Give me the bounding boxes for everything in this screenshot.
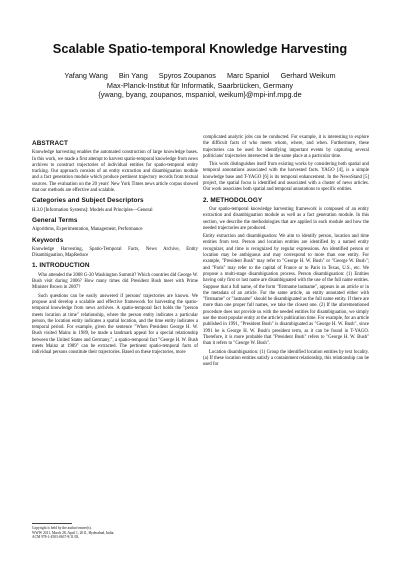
copyright-line: Copyright is held by the author/owner(s). xyxy=(32,526,92,530)
right-column xyxy=(203,135,369,370)
body-paragraph: complicated analytic jobs can be conducted. For example, it is interesting to explore the difficult facts of who meets whom, where, and when. Furthermore, these trajectories can be used for identifying important events by capturing several politicians' trajectories intersected in the same place at a particular time. xyxy=(203,135,369,159)
copyright-line: ACM 978-1-4503-0637-9/11/03. xyxy=(32,535,80,540)
author-name: Marc Spaniol xyxy=(226,71,270,80)
copyright-line: WWW 2011, March 28–April 1, 2011, Hyderabad, India. xyxy=(32,530,115,535)
copyright-notice xyxy=(32,523,198,540)
general-terms-text: Algorithms, Experimentation, Management, Performance xyxy=(32,227,143,233)
keywords-heading: Keywords xyxy=(32,236,64,244)
introduction-paragraph: Who attended the 2008 G-20 Washington Summit? Which countries did George W. Bush visit during 2006? How many times did President Bush meet with Prime Minister Brown in 2007? xyxy=(32,272,198,291)
categories-heading: Categories and Subject Descriptors xyxy=(32,197,144,205)
left-column xyxy=(32,137,198,359)
paper-title: Scalable Spatio-temporal Knowledge Harvesting xyxy=(52,41,348,56)
abstract-heading: ABSTRACT xyxy=(32,140,68,147)
keywords-text: Knowledge Harvesting, Spatio-Temporal Facts, News Archive, Entity Disambiguation, MapReduce xyxy=(32,246,198,259)
categories-text: H.3.0 [Information Systems]: Models and Principles—General xyxy=(32,207,153,213)
author-name: Bin Yang xyxy=(118,71,148,80)
author-name: Spyros Zoupanos xyxy=(158,71,216,80)
introduction-paragraph: Such questions can be easily answered if persons' trajectories are known. We propose and develop a scalable and effective framework for harvesting the spatio-temporal knowledge from news archives. A spatio-temporal fact holds the "person meets location at time" relationship, where the person entity indicates a particular person, the location entity indicates a spatial location, and the time entity indicates a temporal period. For example, given the sentence "When President George H. W. Bush visited Mainz in 1989, he made a landmark appeal for a special relationship between the United States and Germany.", a spatio-temporal fact "George H. W. Bush meets Mainz at 1989" can be extracted. The pertinent spatio-temporal facts of individual persons constitute their trajectories. Based on these trajectories, more xyxy=(32,293,198,356)
introduction-heading: 1. INTRODUCTION xyxy=(32,262,90,270)
author-name: Gerhard Weikum xyxy=(280,71,336,80)
methodology-paragraph: Our spatio-temporal knowledge harvesting framework is composed of an entity extraction and disambiguation module as well as a fact generation module. In this section, we describe the methodologies that are applied in each module and how the needed trajectories are produced. xyxy=(203,206,369,231)
affiliation-block xyxy=(0,81,400,99)
footnote-rule xyxy=(32,523,72,524)
author-name: Yafang Wang xyxy=(64,71,108,80)
body-paragraph: This work distinguishes itself from existing works by considering both spatial and temporal annotations associated with the harvested facts. YAGO [4], is a simple knowledge base and T-YAGO [6] is its temporal enhancement. In the NewsStand [5] project, the spatial focus is identified and associated with a cluster of news articles. Our work associates both spatial and temporal annotations to specific entities. xyxy=(203,162,369,193)
methodology-paragraph: Location disambiguation: (1) Group the identified location entities by text locality. (a) If these location entities satisfy a containment relationship, this relationship can be used for xyxy=(203,349,369,368)
affiliation: Max-Planck-Institut für Informatik, Saarbrücken, Germany xyxy=(106,81,294,90)
abstract-text: Knowledge harvesting enables the automated construction of large knowledge bases. In this work, we made a first attempt to harvest spatio-temporal knowledge from news archives to construct trajectories of individual entities for spatio-temporal entity tracking. Our approach consists of an entity extraction and disambiguation module and a fact generation module which produce pertinent trajectory records from textual sources. The evaluation on the 20 years' New York Times news article corpus showed that our methods are effective and scalable. xyxy=(32,150,198,194)
email-list: {ywang, byang, zoupanos, mspaniol, weikum}@mpi-inf.mpg.de xyxy=(98,90,302,99)
methodology-heading: 2. METHODOLOGY xyxy=(203,196,263,204)
author-list xyxy=(0,71,400,80)
methodology-paragraph: Entity extraction and disambiguation: We aim to identify person, location and time entities from text. Person and location entities are identified by a named entity recognizer, and time is recognized by regular expressions. An identified person or location may be ambiguous and may correspond to more than one entity. For example, "President Bush" may refer to "George H. W. Bush" or "George W. Bush"; and "Paris" may refer to the capital of France or to Paris in Texas, U.S., etc. We propose a multi-stage disambiguation process. Person disambiguation: (1) Entities having only first or last name are disambiguated with the use of the full name entities. Suppose that a full name, of the form "firstname lastname", appears in an article or in the metadata of an article. For the same article, an entity annotated either with "firstname" or "lastname" should be disambiguated as the full name entity. If there are more than one proper full names, we take the closest one. (2) If the aforementioned procedure does not provide us with the needed entities for disambiguation, we simply use the most popular entity at the article's publication time. For example, for an article published in 1991, "President Bush" is disambiguated as "George H. W. Bush", since 1991 he is George H. W. Bush's president term, as it can be found in T-YAGO. Therefore, it is more probable that "President Bush" refers to "George H. W. Bush" than it refers to "George W. Bush". xyxy=(203,234,369,347)
general-terms-heading: General Terms xyxy=(32,216,78,224)
